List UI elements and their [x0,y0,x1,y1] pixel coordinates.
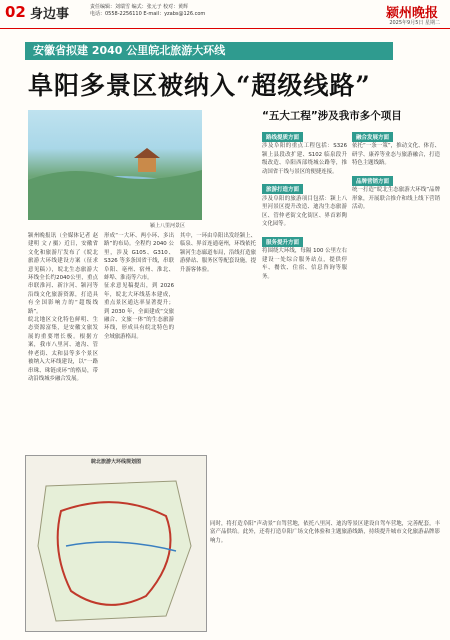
editors-line: 责任编辑：刘瑞雪 编式：张元子 校对：黄辉 [90,4,189,10]
section-tag: 融合发展方面 [352,132,393,142]
article-paragraph: 同时，将打造阜阳“声动景”自驾营地，依托八里河、迪沟等景区建设自驾车营地，完善配套，丰富产品供给。此外，还将打造阜阳广场文化体验和主题旅游线路，持续提升城市文化旅游品牌影响力。 [210,521,440,544]
map-graphic [26,456,206,631]
section-tag: 服务提升方面 [262,237,303,247]
sidebar-column-right [352,132,440,492]
section-title: 身边事 [30,7,70,22]
article-paragraph: 形成“一大环、两小环、多出路”的布局。全程约 2040 公里，涉及 G105、G310、S326 等多条国省干线，串联阜阳、亳州、宿州、淮北、蚌埠、淮南等六市。 [104,233,174,282]
contact-line: 电话：0558-2256110 E-mail：yzabs@126.com [90,11,206,17]
article-column-2 [104,232,174,447]
article-paragraph: 征求意见稿提出，到 2026年，皖北大环线基本建成，重点景区通达率显著提升；到 2030 年，全面建成“交旅融合、文旅一体”的生态旅游环线，形成具有皖北特色的全域旅游格局。 [104,283,174,340]
article-paragraph: 其中，一环由阜阳出发经颍上、临泉、界首连通亳州，环线依托颍河生态廊道布局，沿线打造旅游驿站、服务区等配套设施，提升游客体验。 [180,233,256,273]
section-text: 依托“一条一策”，推动文化、体育、研学、康养等业态与旅游融合，打造特色主题线路。 [352,143,440,167]
section-tag: 品牌营销方面 [352,176,393,186]
article-headline: 阜阳多景区被纳入“超级线路” [28,71,371,100]
section-text: 统一打造“皖北生态旅游大环线”品牌形象，开展联合推介和线上线下营销活动。 [352,187,440,211]
section-tag: 路线提质方面 [262,132,303,142]
section-text: 将围绕大环线，每隔 100 公里左右建设一处综合服务站点，提供停车、餐饮、住宿、信息咨询等服务。 [262,248,347,280]
subhead: “五大工程”涉及我市多个项目 [262,110,402,122]
route-map [25,455,207,632]
scenic-photo [28,110,202,220]
article-paragraph: 皖北地区文化特色鲜明、生态资源富集，是安徽文旅发展的重要增长极。根据方案，我市八里河、迪沟、管仲老街、太和县等多个景区被纳入大环线建设，以“一路串珠、珠链成环”的格局，带动沿线城乡融合发展。 [28,317,98,382]
article-paragraph: 颍州晚报讯（全媒体记者 赵建明 文 / 摄）近日，安徽省文化和旅游厅发布了《皖北旅游大环线建设方案（征求意见稿）》，皖北生态旅游大环线全长约2040公里，重点串联淮河、新汴河、颍河等沿线文化旅游资源，打造具有全国影响力的“超级线路”。 [28,233,98,315]
photo-caption: 颍上八里河景区 [150,223,186,229]
article-kicker: 安徽省拟建 2040 公里皖北旅游大环线 [25,42,393,60]
page-header [0,0,450,29]
sidebar-column-left [262,132,347,492]
article-column-1 [28,232,98,447]
section-text: 涉及阜阳的重点工程包括：S326 颍上县段改扩建、S102 临泉段升级改造、阜阳西部绕城公路等，推动国省干线与景区的便捷连接。 [262,143,347,175]
section-text: 涉及阜阳的旅游项目包括：颍上八里河景区提升改造、迪沟生态旅游区、管仲老街文化街区、界首彩陶文化园等。 [262,195,347,228]
article-bottom [210,520,440,630]
page-number: 02 [5,3,26,21]
newspaper-logo: 颍州晚报 [385,6,438,21]
editor-info [90,4,320,18]
issue-date: 2025年9月5日 星期二 [389,20,440,26]
section-tag: 旅游打造方面 [262,184,303,194]
landscape-image [28,110,202,220]
map-title: 皖北旅游大环线规划图 [90,459,141,465]
article-column-3 [180,232,256,447]
